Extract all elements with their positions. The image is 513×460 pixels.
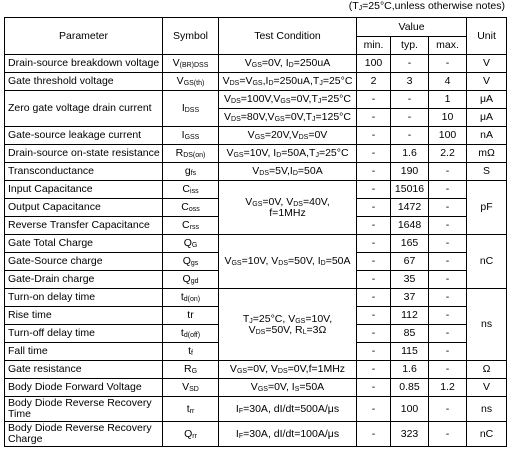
typ-cell: 165 <box>391 235 429 253</box>
typ-cell: - <box>391 127 429 145</box>
max-cell: - <box>429 422 467 447</box>
parameter-header: Parameter <box>5 18 163 55</box>
symbol-cell: $V_{GS(th)}$ <box>163 73 219 91</box>
symbol-cell: $t_f$ <box>163 343 219 361</box>
table-row <box>5 422 507 447</box>
table-row <box>5 91 507 109</box>
min-cell: - <box>357 91 391 109</box>
condition-cell: $V_{GS}=0V$, $I_S=50A$ <box>219 379 357 397</box>
parameter-cell: Input Capacitance <box>5 181 163 199</box>
symbol-cell: $t_{rr}$ <box>163 397 219 422</box>
min-cell: - <box>357 361 391 379</box>
condition-cell: $I_F=30A$, dI/dt=100A/μs <box>219 422 357 447</box>
symbol-cell: $V_{SD}$ <box>163 379 219 397</box>
symbol-cell: $Q_{gs}$ <box>163 253 219 271</box>
min-cell: - <box>357 181 391 199</box>
unit-cell: ns <box>467 397 507 422</box>
min-cell: - <box>357 109 391 127</box>
symbol-cell: $g_{fs}$ <box>163 163 219 181</box>
typ-cell: 100 <box>391 397 429 422</box>
parameter-cell: Drain-source breakdown voltage <box>5 55 163 73</box>
max-cell: 4 <box>429 73 467 91</box>
condition-cell: $V_{GS}=0V$, $V_{DS}=40V$, f=1MHz <box>219 181 357 235</box>
min-cell: - <box>357 379 391 397</box>
max-cell: - <box>429 235 467 253</box>
table-row <box>5 127 507 145</box>
parameter-cell: Output Capacitance <box>5 199 163 217</box>
parameter-cell: Gate-Source charge <box>5 253 163 271</box>
parameter-cell: Transconductance <box>5 163 163 181</box>
condition-cell: $V_{DS}=5V,I_D=50A$ <box>219 163 357 181</box>
typ-header: typ. <box>391 37 429 55</box>
max-header: max. <box>429 37 467 55</box>
unit-cell: S <box>467 163 507 181</box>
parameter-cell: Zero gate voltage drain current <box>5 91 163 127</box>
max-cell: - <box>429 55 467 73</box>
symbol-cell: tr <box>163 307 219 325</box>
table-row <box>5 163 507 181</box>
table-row <box>5 73 507 91</box>
typ-cell: 1472 <box>391 199 429 217</box>
min-cell: - <box>357 397 391 422</box>
unit-cell: V <box>467 55 507 73</box>
table-row <box>5 361 507 379</box>
min-cell: - <box>357 289 391 307</box>
unit-header: Unit <box>467 18 507 55</box>
unit-cell: μA <box>467 109 507 127</box>
unit-cell: ns <box>467 289 507 361</box>
parameter-cell: Gate-Drain charge <box>5 271 163 289</box>
max-cell: - <box>429 199 467 217</box>
min-cell: - <box>357 145 391 163</box>
symbol-cell: $R_G$ <box>163 361 219 379</box>
min-cell: - <box>357 271 391 289</box>
unit-cell: V <box>467 73 507 91</box>
symbol-cell: $Q_{gd}$ <box>163 271 219 289</box>
max-cell: - <box>429 253 467 271</box>
typ-cell: 115 <box>391 343 429 361</box>
typ-cell: 1.6 <box>391 145 429 163</box>
typ-cell: 85 <box>391 325 429 343</box>
symbol-cell: $V_{(BR)DSS}$ <box>163 55 219 73</box>
max-cell: 1 <box>429 91 467 109</box>
symbol-cell: $Q_G$ <box>163 235 219 253</box>
parameter-cell: Body Diode Reverse Recovery Time <box>5 397 163 422</box>
min-cell: - <box>357 422 391 447</box>
condition-cell: $V_{GS}=0V$, $I_D=250uA$ <box>219 55 357 73</box>
max-cell: 1.2 <box>429 379 467 397</box>
symbol-header: Symbol <box>163 18 219 55</box>
symbol-cell: $I_{DSS}$ <box>163 91 219 127</box>
min-cell: 100 <box>357 55 391 73</box>
table-row <box>5 289 507 307</box>
min-cell: - <box>357 307 391 325</box>
typ-cell: 37 <box>391 289 429 307</box>
max-cell: - <box>429 181 467 199</box>
parameter-cell: Turn-off delay time <box>5 325 163 343</box>
max-cell: - <box>429 289 467 307</box>
unit-cell: nA <box>467 127 507 145</box>
typ-cell: 112 <box>391 307 429 325</box>
min-cell: - <box>357 235 391 253</box>
max-cell: - <box>429 307 467 325</box>
test-condition-header: Test Condition <box>219 18 357 55</box>
typ-cell: 0.85 <box>391 379 429 397</box>
condition-cell: $V_{DS}=V_{GS},I_D=250uA,T_J=25^\circ C$ <box>219 73 357 91</box>
symbol-cell: $C_{oss}$ <box>163 199 219 217</box>
parameter-cell: Turn-on delay time <box>5 289 163 307</box>
condition-cell: $V_{DS}=80V,V_{GS}=0V,T_J=125^\circ C$ <box>219 109 357 127</box>
min-cell: - <box>357 325 391 343</box>
condition-cell: $V_{DS}=100V,V_{GS}=0V,T_J=25^\circ C$ <box>219 91 357 109</box>
max-cell: - <box>429 325 467 343</box>
table-row <box>5 145 507 163</box>
min-cell: - <box>357 163 391 181</box>
unit-cell: Ω <box>467 361 507 379</box>
typ-cell: - <box>391 109 429 127</box>
symbol-cell: $I_{GSS}$ <box>163 127 219 145</box>
parameter-cell: Gate resistance <box>5 361 163 379</box>
typ-cell: 323 <box>391 422 429 447</box>
parameter-cell: Body Diode Forward Voltage <box>5 379 163 397</box>
max-cell: - <box>429 361 467 379</box>
max-cell: - <box>429 397 467 422</box>
typ-cell: 190 <box>391 163 429 181</box>
parameter-cell: Drain-source on-state resistance <box>5 145 163 163</box>
table-row <box>5 397 507 422</box>
condition-cell: $T_J=25^\circ C$, $V_{GS}=10V$, $V_{DS}=50V$, $R_L=3\Omega$ <box>219 289 357 361</box>
unit-cell: nC <box>467 422 507 447</box>
typ-cell: 1648 <box>391 217 429 235</box>
table-row <box>5 235 507 253</box>
symbol-cell: $R_{DS(on)}$ <box>163 145 219 163</box>
parameter-cell: Gate threshold voltage <box>5 73 163 91</box>
typ-cell: 35 <box>391 271 429 289</box>
symbol-cell: $C_{rss}$ <box>163 217 219 235</box>
min-cell: - <box>357 199 391 217</box>
electrical-characteristics-table <box>4 17 507 447</box>
min-cell: - <box>357 127 391 145</box>
symbol-cell: $C_{iss}$ <box>163 181 219 199</box>
max-cell: 2.2 <box>429 145 467 163</box>
conditions-note: ($T_J=25^\circ C,unless$ otherwise notes) <box>348 0 505 12</box>
typ-cell: 15016 <box>391 181 429 199</box>
condition-cell: $V_{GS}=0V$, $V_{DS}=0V,f=1MHz$ <box>219 361 357 379</box>
table-row <box>5 181 507 199</box>
condition-cell: $I_F=30A$, dI/dt=500A/μs <box>219 397 357 422</box>
typ-cell: - <box>391 91 429 109</box>
min-header: min. <box>357 37 391 55</box>
symbol-cell: $Q_{rr}$ <box>163 422 219 447</box>
unit-cell: nC <box>467 235 507 289</box>
max-cell: - <box>429 343 467 361</box>
parameter-cell: Fall time <box>5 343 163 361</box>
unit-cell: mΩ <box>467 145 507 163</box>
parameter-cell: Gate-source leakage current <box>5 127 163 145</box>
typ-cell: - <box>391 55 429 73</box>
typ-cell: 3 <box>391 73 429 91</box>
condition-cell: $V_{GS}=10V$, $V_{DS}=50V$, $I_D=50A$ <box>219 235 357 289</box>
condition-cell: $V_{GS}=20V,V_{DS}=0V$ <box>219 127 357 145</box>
unit-cell: pF <box>467 181 507 235</box>
min-cell: - <box>357 343 391 361</box>
parameter-cell: Reverse Transfer Capacitance <box>5 217 163 235</box>
min-cell: - <box>357 217 391 235</box>
typ-cell: 67 <box>391 253 429 271</box>
max-cell: 100 <box>429 127 467 145</box>
typ-cell: 1.6 <box>391 361 429 379</box>
symbol-cell: $t_{d(off)}$ <box>163 325 219 343</box>
table-row <box>5 379 507 397</box>
min-cell: - <box>357 253 391 271</box>
unit-cell: μA <box>467 91 507 109</box>
parameter-cell: Body Diode Reverse Recovery Charge <box>5 422 163 447</box>
symbol-cell: $t_{d(on)}$ <box>163 289 219 307</box>
unit-cell: V <box>467 379 507 397</box>
parameter-cell: Rise time <box>5 307 163 325</box>
max-cell: - <box>429 163 467 181</box>
table-row <box>5 55 507 73</box>
max-cell: 10 <box>429 109 467 127</box>
value-header: Value <box>357 18 467 37</box>
max-cell: - <box>429 271 467 289</box>
min-cell: 2 <box>357 73 391 91</box>
parameter-cell: Gate Total Charge <box>5 235 163 253</box>
max-cell: - <box>429 217 467 235</box>
condition-cell: $V_{GS}=10V$, $I_D=50A,T_J=25^\circ C$ <box>219 145 357 163</box>
